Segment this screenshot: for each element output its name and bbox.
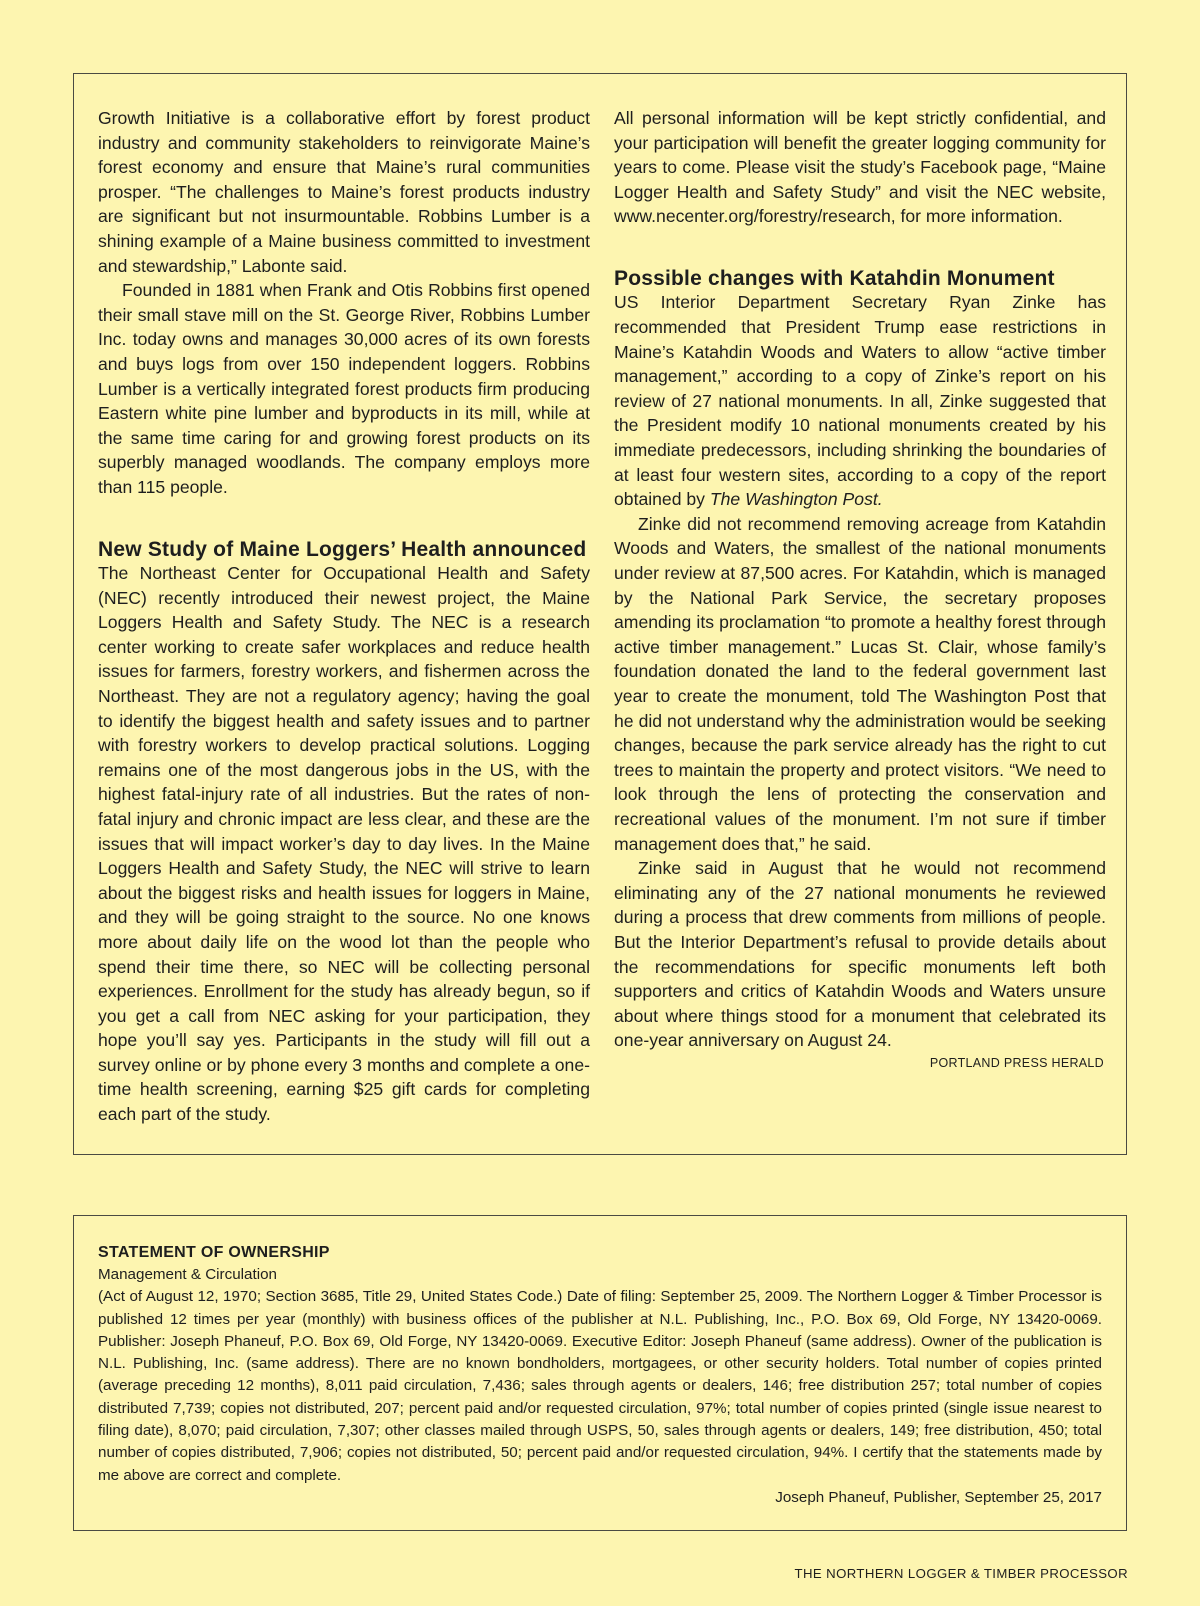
- statement-content: [98, 1242, 1102, 1509]
- article-column-left: [98, 106, 590, 1127]
- article-paragraph: Zinke said in August that he would not recommend eliminating any of the 27 national monuments he reviewed during a process that drew comments from millions of people. But the Interior Department’s refusal to provide details about the recommendations for specific monuments left both supporters and critics of Katahdin Woods and Waters unsure about where things stood for a monument that celebrated its one-year anniversary on August 24.: [614, 858, 1106, 1051]
- section-heading-loggers-study: New Study of Maine Loggers’ Health announced: [98, 537, 587, 561]
- statement-subtitle: Management & Circulation: [98, 1266, 277, 1283]
- article-box: [73, 73, 1127, 1155]
- article-paragraph: Founded in 1881 when Frank and Otis Robbins first opened their small stave mill on the St. George River, Robbins Lumber Inc. today owns and manages 30,000 acres of its own forests and buys logs from over 150 independent loggers. Robbins Lumber is a vertically integrated forest products firm producing Eastern white pine lumber and byproducts in its mill, while at the same time caring for and growing forest products on its superbly managed woodlands. The company employs more than 115 people.: [98, 280, 590, 497]
- article-paragraph-text: US Interior Department Secretary Ryan Zinke has recommended that President Trump ease restrictions in Maine’s Katahdin Woods and Waters to allow “active timber management,” according to a copy of Zinke’s report on his review of 27 national monuments. In all, Zinke suggested that the President modify 10 national monuments created by his immediate predecessors, including shrinking the boundaries of at least four western sites, according to a copy of the report obtained by: [614, 292, 1106, 510]
- article-column-right: [614, 106, 1106, 1073]
- article-paragraph: All personal information will be kept strictly confidential, and your participation will benefit the greater logging community for years to come. Please visit the study’s Facebook page, “Maine Logger Health and Safety Study” and visit the NEC website, www.necenter.org/forestry/research, for more information.: [614, 108, 1106, 227]
- article-paragraph: Zinke did not recommend removing acreage from Katahdin Woods and Waters, the smallest of the national monuments under review at 87,500 acres. For Katahdin, which is managed by the National Park Service, the secretary proposes amending its proclamation “to promote a healthy forest through active timber management.” Lucas St. Clair, whose family’s foundation donated the land to the federal government last year to create the monument, told The Washington Post that he did not understand why the administration would be seeking changes, because the park service already has the right to cut trees to maintain the property and protect visitors. “We need to look through the lens of protecting the conservation and recreational values of the monument. I’m not sure if timber management does that,” he said.: [614, 513, 1106, 854]
- section-heading-katahdin: Possible changes with Katahdin Monument: [614, 266, 1055, 290]
- publication-name: The Washington Post.: [709, 489, 883, 510]
- statement-of-ownership-box: [73, 1215, 1127, 1531]
- statement-title: STATEMENT OF OWNERSHIP: [98, 1244, 330, 1261]
- page-footer-publication: THE NORTHERN LOGGER & TIMBER PROCESSOR: [794, 1566, 1128, 1581]
- article-paragraph: Growth Initiative is a collaborative effort by forest product industry and community stakeholders to reinvigorate Maine’s forest economy and ensure that Maine’s rural communities prosper. “The challenges to Maine’s forest products industry are significant but not insurmountable. Robbins Lumber is a shining example of a Maine business committed to investment and stewardship,” Labonte said.: [98, 108, 590, 276]
- article-paragraph: [614, 290, 1106, 511]
- statement-signature: Joseph Phaneuf, Publisher, September 25, 2017: [775, 1488, 1102, 1506]
- article-paragraph: The Northeast Center for Occupational Health and Safety (NEC) recently introduced their newest project, the Maine Loggers Health and Safety Study. The NEC is a research center working to create safer workplaces and reduce health issues for farmers, forestry workers, and fishermen across the Northeast. They are not a regulatory agency; having the goal to identify the biggest health and safety issues and to partner with forestry workers to develop practical solutions. Logging remains one of the most dangerous jobs in the US, with the highest fatal-injury rate of all industries. But the rates of non-fatal injury and chronic impact are less clear, and these are the issues that will impact worker’s day to day lives. In the Maine Loggers Health and Safety Study, the NEC will strive to learn about the biggest risks and health issues for loggers in Maine, and they will be going straight to the source. No one knows more about daily life on the wood lot than the people who spend their time there, so NEC will be collecting personal experiences. Enrollment for the study has already begun, so if you get a call from NEC asking for your participation, they hope you’ll say yes. Participants in the study will fill out a survey online or by phone every 3 months and complete a one-time health screening, earning $25 gift cards for completing each part of the study.: [98, 563, 590, 1125]
- statement-body: (Act of August 12, 1970; Section 3685, Title 29, United States Code.) Date of filing: September 25, 2009. The Northern Logger & Timber Processor is published 12 times per year (monthly) with business offices of the publisher at N.L. Publishing, Inc., P.O. Box 69, Old Forge, NY 13420-0069. Publisher: Joseph Phaneuf, P.O. Box 69, Old Forge, NY 13420-0069. Executive Editor: Joseph Phaneuf (same address). Owner of the publication is N.L. Publishing, Inc. (same address). There are no known bondholders, mortgagees, or other security holders. Total number of copies printed (average preceding 12 months), 8,011 paid circulation, 7,436; sales through agents or dealers, 146; free distribution 257; total number of copies distributed 7,739; copies not distributed, 207; percent paid and/or requested circulation, 97%; total number of copies printed (single issue nearest to filing date), 8,070; paid circulation, 7,307; other classes mailed through USPS, 50, sales through agents or dealers, 149; free distribution, 450; total number of copies distributed, 7,906; copies not distributed, 50; percent paid and/or requested circulation, 94%. I certify that the statements made by me above are correct and complete.: [98, 1288, 1102, 1484]
- source-credit: PORTLAND PRESS HERALD: [929, 1055, 1104, 1070]
